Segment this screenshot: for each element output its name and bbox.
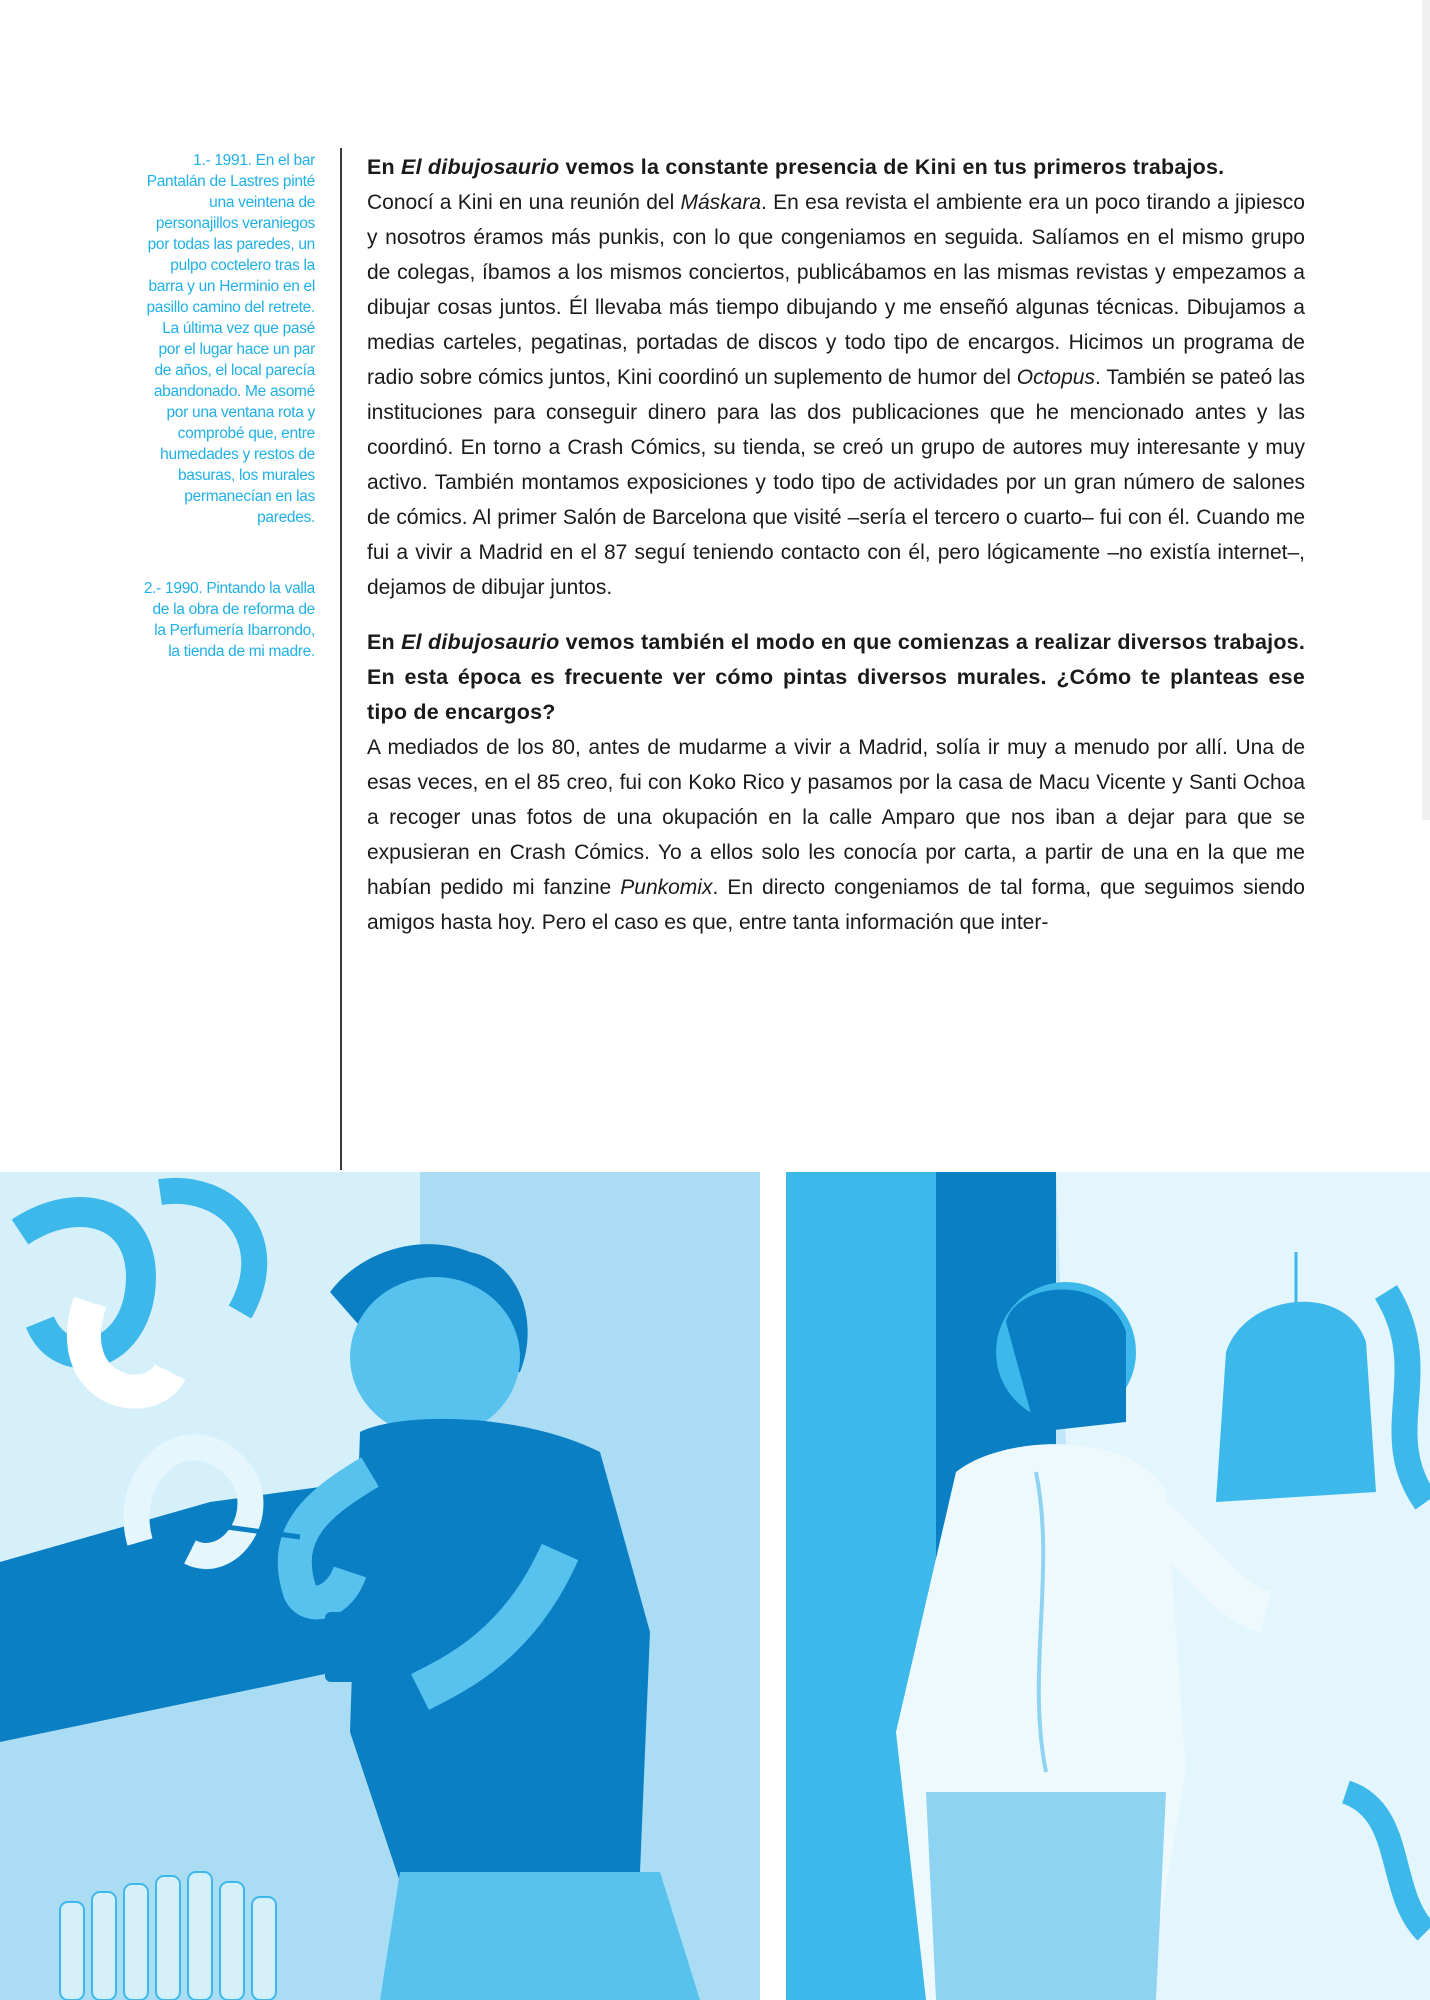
book-title: El dibujosaurio: [401, 630, 560, 654]
caption-1: 1.- 1991. En el bar Pantalán de Lastres pinté una veintena de personajillos veraniegos por todas las paredes, un pulpo coctelero tras la barra y un Herminio en el pasillo camino del retrete. La última vez que pasé por el lugar hace un par de años, el local parecía abandonado. Me asomé por una ventana rota y comprobé que, entre humedades y restos de basuras, los murales permanecían en las paredes.: [146, 152, 315, 526]
answer-2: A mediados de los 80, antes de mudarme a vivir a Madrid, solía ir muy a menudo por allí. Una de esas veces, en el 85 creo, fui con Koko Rico y pasamos por la casa de Macu Vicente y Santi Ochoa a recoger unas fotos de una okupación en la calle Amparo que nos iban a dejar para que se expusieran en Crash Cómics. Yo a ellos solo les conocía por carta, a partir de una en la que me habían pedido mi fanzine Punkomix. En directo congeniamos de tal forma, que seguimos siendo amigos hasta hoy. Pero el caso es que, entre tanta información que inter-: [367, 736, 1305, 934]
margin-captions: [140, 150, 315, 712]
magazine-maskara: Máskara: [680, 191, 762, 214]
book-title: El dibujosaurio: [401, 155, 560, 179]
question-1: En El dibujosaurio vemos la constante presencia de Kini en tus primeros trabajos.: [367, 155, 1225, 179]
answer-1: Conocí a Kini en una reunión del Máskara. En esa revista el ambiente era un poco tirando a jipiesco y nosotros éramos más punkis, con lo que congeniamos en seguida. Salíamos en el mismo grupo de colegas, íbamos a los mismos conciertos, publicábamos en las mismas revistas y empezamos a dibujar cosas juntos. Él llevaba más tiempo dibujando y me enseñó algunas técnicas. Dibujamos a medias carteles, pegatinas, portadas de discos y todo tipo de encargos. Hicimos un programa de radio sobre cómics juntos, Kini coordinó un suplemento de humor del Octopus. También se pateó las instituciones para conseguir dinero para las dos publicaciones que he mencionado antes y las coordinó. En torno a Crash Cómics, su tienda, se creó un grupo de autores muy interesante y muy activo. También montamos exposiciones y todo tipo de actividades por un gran número de salones de cómics. Al primer Salón de Barcelona que visité –sería el tercero o cuarto– fui con él. Cuando me fui a vivir a Madrid en el 87 seguí teniendo contacto con él, pero lógicamente –no existía internet–, dejamos de dibujar juntos.: [367, 191, 1305, 599]
column-divider: [340, 148, 342, 1170]
photo-woman-painting-fence: [786, 1172, 1430, 2000]
caption-2: 2.- 1990. Pintando la valla de la obra de reforma de la Perfumería Ibarrondo, la tienda de mi madre.: [143, 580, 315, 660]
interview-article: [367, 150, 1305, 940]
fanzine-punkomix: Punkomix: [620, 876, 713, 899]
photo-man-painting-mural: [0, 1172, 760, 2000]
magazine-octopus: Octopus: [1016, 366, 1095, 389]
question-2: En El dibujosaurio vemos también el modo en que comienzas a realizar diversos trabajos. En esta época es frecuente ver cómo pintas diversos murales. ¿Cómo te planteas ese tipo de encargos?: [367, 630, 1306, 724]
page-edge: [1422, 0, 1430, 820]
